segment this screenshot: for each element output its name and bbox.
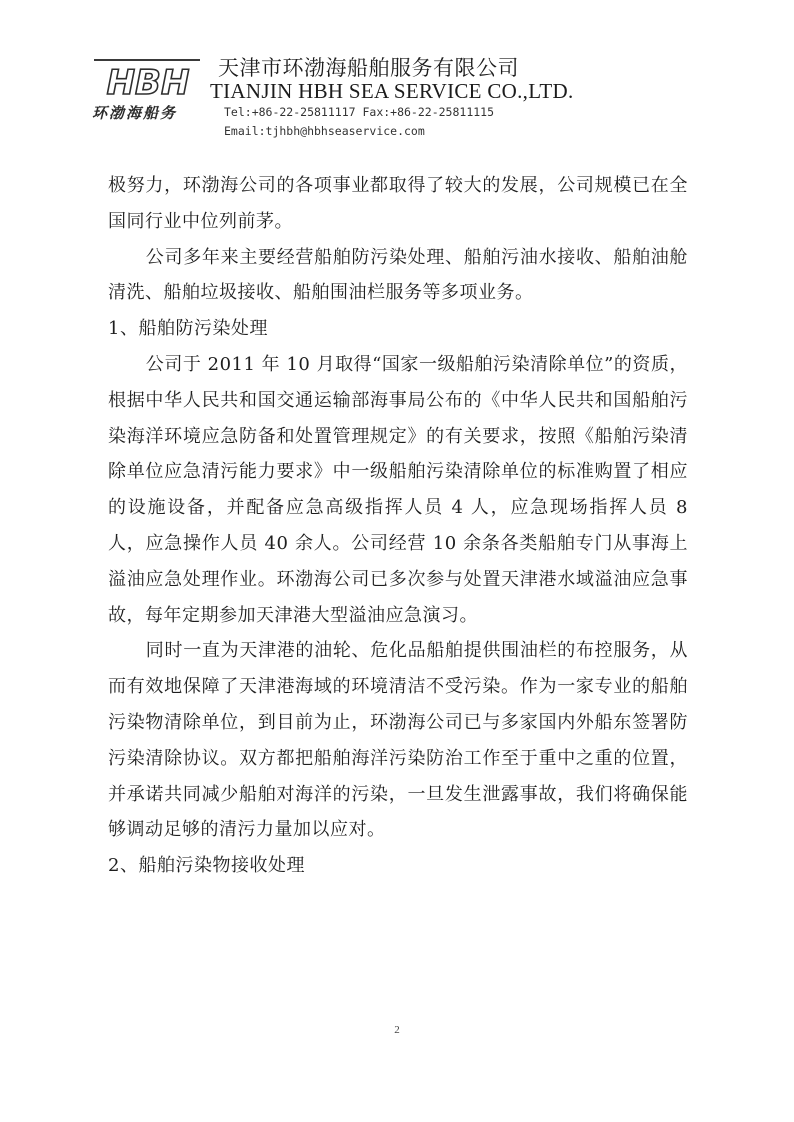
document-body <box>108 168 688 884</box>
page-number: 2 <box>394 1024 400 1036</box>
paragraph-1: 极努力，环渤海公司的各项事业都取得了较大的发展，公司规模已在全国同行业中位列前茅。 <box>108 175 688 232</box>
logo-text: HBH <box>106 63 190 102</box>
company-name-english: TIANJIN HBH SEA SERVICE CO.,LTD. <box>210 79 574 103</box>
paragraph-2: 公司多年来主要经营船舶防污染处理、船舶污油水接收、船舶油舱清洗、船舶垃圾接收、船舶围油栏服务等多项业务。 <box>108 246 688 304</box>
company-logo <box>88 56 208 120</box>
contact-phone-fax: Tel:+86-22-25811117 Fax:+86-22-25811115 <box>224 105 495 119</box>
logo-chinese-text: 环渤海船务 <box>92 104 178 122</box>
paragraph-4: 同时一直为天津港的油轮、危化品船舶提供围油栏的布控服务，从而有效地保障了天津港海域的环境清洁不受污染。作为一家专业的船舶污染物清除单位，到目前为止，环渤海公司已与多家国内外船东签署防污染清除协议。双方都把船舶海洋污染防治工作至于重中之重的位置，并承诺共同减少船舶对海洋的污染，一旦发生泄露事故，我们将确保能够调动足够的清污力量加以应对。 <box>108 640 688 841</box>
contact-email: Email:tjhbh@hbhseaservice.com <box>224 124 425 138</box>
company-name-chinese: 天津市环渤海船舶服务有限公司 <box>218 56 519 80</box>
section-heading-2: 2、船舶污染物接收处理 <box>108 855 305 877</box>
letterhead <box>88 46 728 142</box>
hbh-logo-icon <box>88 56 208 102</box>
paragraph-3: 公司于 2011 年 10 月取得“国家一级船舶污染清除单位”的资质，根据中华人民共和国交通运输部海事局公布的《中华人民共和国船舶污染海洋环境应急防备和处置管理规定》的有关要求，按照《船舶污染清除单位应急清污能力要求》中一级船舶污染清除单位的标准购置了相应的设施设备，并配备应急高级指挥人员 4 人，应急现场指挥人员 8 人，应急操作人员 40 余人。公司经营 10 余条各类船舶专门从事海上溢油应急处理作业。环渤海公司已多次参与处置天津港水域溢油应急事故，每年定期参加天津港大型溢油应急演习。 <box>108 353 688 626</box>
section-heading-1: 1、船舶防污染处理 <box>108 318 268 340</box>
